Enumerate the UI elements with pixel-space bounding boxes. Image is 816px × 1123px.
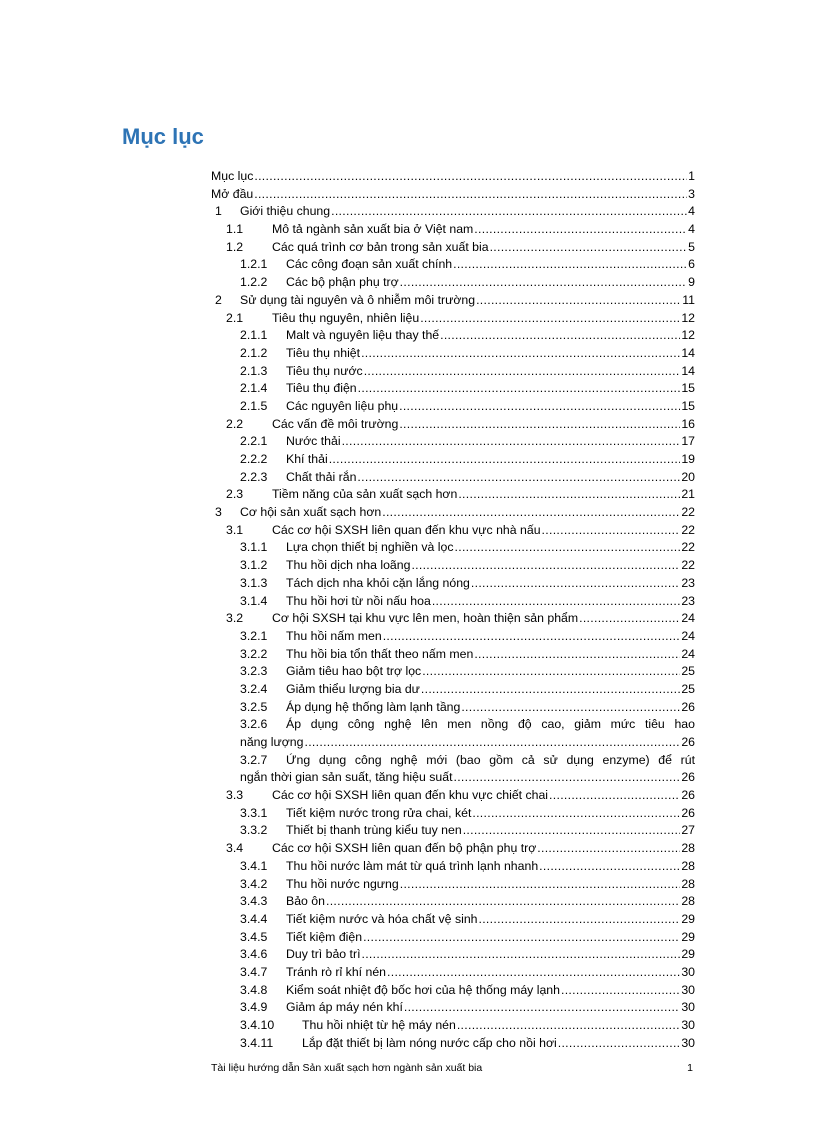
toc-entry-title: Cơ hội SXSH tại khu vực lên men, hoàn thiện sản phẩm (272, 610, 579, 628)
toc-entry-page: 4 (687, 221, 695, 239)
toc-entry-page: 24 (680, 610, 695, 628)
toc-entry-title: Áp dụng hệ thống làm lạnh tầng (286, 699, 461, 717)
toc-entry[interactable] (211, 982, 695, 1000)
toc-entry-number: 2.1.5 (240, 398, 268, 413)
toc-entry[interactable] (211, 345, 695, 363)
toc-entry-number: 3.1.2 (240, 558, 268, 573)
toc-entry[interactable] (211, 1017, 695, 1035)
toc-entry-title: Tiêu thụ nhiệt (286, 345, 361, 363)
toc-entry-page: 30 (680, 999, 695, 1017)
toc-entry-title: Khí thải (286, 451, 329, 469)
toc-entry-number: 3.2.7 (240, 752, 268, 767)
toc-leader (453, 769, 681, 787)
toc-entry[interactable] (211, 681, 695, 699)
toc-entry-title-continued: ngắn thời gian sản suất, tăng hiệu suất (240, 769, 453, 787)
toc-leader (579, 610, 680, 628)
toc-entry-number: 2.1.2 (240, 345, 268, 360)
toc-entry-number: 2.3 (226, 487, 244, 502)
toc-entry-title: Các bộ phận phụ trợ (286, 274, 400, 292)
toc-entry[interactable] (211, 539, 695, 557)
toc-entry[interactable] (211, 964, 695, 982)
toc-entry-title: Tránh rò rỉ khí nén (286, 964, 387, 982)
toc-entry-title: Các cơ hội SXSH liên quan đến khu vực nhà nấu (272, 522, 542, 540)
toc-leader (474, 221, 687, 239)
toc-leader (463, 822, 681, 840)
toc-entry-number: 3.1.1 (240, 540, 268, 555)
toc-entry-number: 3.1.4 (240, 593, 268, 608)
toc-leader (422, 663, 680, 681)
toc-entry[interactable] (211, 716, 695, 751)
toc-leader (399, 398, 680, 416)
toc-entry-title: Tách dịch nha khỏi cặn lắng nóng (286, 575, 471, 593)
toc-entry[interactable] (211, 893, 695, 911)
toc-entry[interactable] (211, 911, 695, 929)
toc-entry-number: 2.2.2 (240, 452, 268, 466)
toc-leader (400, 876, 681, 894)
toc-leader (461, 699, 680, 717)
toc-entry-number: 2.1.3 (240, 363, 268, 378)
toc-entry[interactable] (211, 363, 695, 381)
toc-entry-title: Thu hồi nhiệt từ hệ máy nén (302, 1017, 457, 1035)
toc-entry-number: 3.1.3 (240, 575, 268, 590)
toc-entry-title: Tiêu thụ điện (286, 380, 358, 398)
page-footer (211, 1062, 693, 1074)
toc-entry-title: Malt và nguyên liệu thay thế (286, 327, 440, 345)
toc-entry-page: 15 (680, 380, 695, 398)
toc-entry-page: 14 (680, 363, 695, 381)
toc-entry[interactable] (211, 1035, 695, 1053)
toc-entry-title: Thu hồi nước làm mát từ quá trình lạnh nhanh (286, 858, 539, 876)
toc-entry-page: 28 (680, 840, 695, 858)
toc-entry[interactable] (211, 469, 695, 487)
toc-entry[interactable] (211, 999, 695, 1017)
toc-entry-number: 1.2.1 (240, 257, 268, 272)
toc-entry-number: 3.2.3 (240, 664, 268, 679)
toc-entry-page: 5 (687, 239, 695, 257)
toc-entry-page: 19 (680, 451, 695, 469)
toc-entry-number: 3.4.1 (240, 858, 268, 873)
toc-entry-number: 1.2 (226, 239, 244, 254)
toc-entry[interactable] (211, 628, 695, 646)
toc-entry-number: 3.4.11 (240, 1035, 274, 1050)
toc-leader (432, 593, 680, 611)
toc-entry[interactable] (211, 451, 695, 469)
toc-leader (304, 734, 681, 752)
toc-entry-title: Các cơ hội SXSH liên quan đến bộ phận phụ trợ (272, 840, 537, 858)
toc-entry-title: Giảm áp máy nén khí (286, 999, 404, 1017)
toc-entry-number: 3.4.10 (240, 1018, 275, 1033)
toc-entry[interactable] (211, 646, 695, 664)
toc-leader (458, 486, 680, 504)
toc-entry[interactable] (211, 292, 695, 310)
toc-entry-page: 30 (680, 982, 695, 1000)
toc-entry-title: Mở đầu (211, 186, 254, 204)
toc-entry-page: 29 (680, 929, 695, 947)
toc-entry[interactable] (211, 504, 695, 522)
toc-entry[interactable] (211, 575, 695, 593)
toc-leader (474, 646, 680, 664)
toc-leader (361, 345, 680, 363)
toc-entry-title: Thu hồi dịch nha loãng (286, 557, 411, 575)
toc-entry-title: Giảm thiểu lượng bia dư (286, 681, 421, 699)
toc-leader (342, 433, 681, 451)
toc-leader (455, 539, 681, 557)
toc-entry[interactable] (211, 433, 695, 451)
toc-leader (362, 946, 681, 964)
toc-entry-number: 1.1 (226, 222, 244, 237)
page-title: Mục lục (122, 124, 204, 149)
toc-leader (453, 256, 687, 274)
toc-entry-number: 3.2.2 (240, 646, 268, 661)
toc-entry-number: 3.2.5 (240, 699, 268, 714)
toc-entry-number: 2.2.1 (240, 434, 268, 449)
toc-entry-number: 2.1.1 (240, 328, 268, 343)
toc-entry-page: 30 (680, 1035, 695, 1053)
toc-entry-number: 2.1 (226, 310, 244, 325)
toc-entry[interactable] (211, 398, 695, 416)
toc-leader (254, 168, 687, 186)
toc-leader (329, 451, 681, 469)
toc-entry[interactable] (211, 699, 695, 717)
toc-leader (479, 911, 681, 929)
toc-entry[interactable] (211, 380, 695, 398)
toc-entry-title: Sử dụng tài nguyên và ô nhiễm môi trường (240, 292, 476, 310)
toc-entry-number: 3.4.3 (240, 894, 268, 909)
toc-leader (363, 929, 680, 947)
toc-entry-page: 24 (680, 646, 695, 664)
toc-entry[interactable] (211, 663, 695, 681)
toc-entry-number: 3.4.6 (240, 947, 268, 962)
toc-leader (420, 310, 680, 328)
toc-leader (364, 363, 681, 381)
toc-entry-title: Giới thiệu chung (240, 203, 331, 221)
toc-entry-page: 28 (680, 893, 695, 911)
toc-entry-page: 25 (680, 681, 695, 699)
toc-entry-number: 3.3.2 (240, 823, 268, 838)
footer-page-number: 1 (687, 1062, 693, 1074)
toc-leader (399, 416, 680, 434)
toc-entry-page: 24 (680, 628, 695, 646)
toc-entry-page: 4 (687, 203, 695, 221)
toc-entry[interactable] (211, 416, 695, 434)
toc-entry-number: 3.2.6 (240, 717, 268, 732)
toc-leader (254, 186, 687, 204)
toc-entry-number: 3.4.8 (240, 982, 268, 997)
toc-entry-page: 26 (680, 699, 695, 717)
toc-entry-page: 17 (680, 433, 695, 451)
toc-entry-page: 25 (680, 663, 695, 681)
toc-entry-title: Lựa chọn thiết bị nghiền và lọc (286, 539, 455, 557)
toc-entry[interactable] (211, 946, 695, 964)
toc-entry-page: 26 (681, 770, 695, 785)
toc-entry-number: 3.4 (226, 841, 244, 856)
toc-entry[interactable] (211, 274, 695, 292)
toc-entry-page: 26 (681, 735, 695, 749)
toc-entry[interactable] (211, 221, 695, 239)
toc-entry-page: 16 (680, 416, 695, 434)
toc-entry[interactable] (211, 557, 695, 575)
toc-entry-number: 2 (215, 292, 222, 307)
toc-entry-title: Lắp đặt thiết bị làm nóng nước cấp cho nồi hơi (302, 1035, 558, 1053)
toc-leader (421, 681, 680, 699)
toc-entry-title: Chất thải rắn (286, 469, 357, 487)
toc-entry-page: 22 (680, 539, 695, 557)
toc-entry-page: 22 (680, 522, 695, 540)
toc-leader (457, 1017, 680, 1035)
toc-entry-title: Tiêu thụ nước (286, 363, 364, 381)
toc-entry[interactable] (211, 858, 695, 876)
toc-entry-number: 3.4.5 (240, 929, 268, 944)
toc-entry-title: Các cơ hội SXSH liên quan đến khu vực chiết chai (272, 787, 549, 805)
toc-entry[interactable] (211, 787, 695, 805)
toc-entry-title: Thu hồi nước ngưng (286, 876, 400, 894)
toc-entry-title: Duy trì bảo trì (286, 946, 362, 964)
toc-leader (358, 380, 681, 398)
toc-entry-number: 3 (215, 505, 222, 520)
toc-entry-title: Thiết bị thanh trùng kiểu tuy nen (286, 822, 463, 840)
toc-leader (404, 999, 680, 1017)
toc-entry-page: 21 (680, 486, 695, 504)
toc-entry[interactable] (211, 822, 695, 840)
toc-entry-page: 3 (687, 186, 695, 204)
toc-entry-number: 3.4.9 (240, 1000, 268, 1015)
toc-entry-page: 15 (680, 398, 695, 416)
toc-entry-title: Thu hồi nấm men (286, 628, 383, 646)
toc-entry-title: Tiết kiệm nước và hóa chất vệ sinh (286, 911, 479, 929)
toc-leader (549, 787, 680, 805)
toc-leader (382, 504, 680, 522)
toc-entry-title: Tiềm năng của sản xuất sạch hơn (272, 486, 458, 504)
toc-entry-page: 12 (680, 327, 695, 345)
toc-leader (411, 557, 680, 575)
toc-entry-title: Giảm tiêu hao bột trợ lọc (286, 663, 422, 681)
toc-entry[interactable] (211, 168, 695, 186)
toc-entry-number: 2.2.3 (240, 469, 268, 484)
toc-entry-title: Nước thải (286, 433, 342, 451)
toc-entry-title: Các công đoạn sản xuất chính (286, 256, 453, 274)
table-of-contents (211, 168, 695, 1052)
toc-entry[interactable] (211, 610, 695, 628)
toc-entry-number: 1 (215, 204, 222, 219)
toc-entry-page: 29 (680, 946, 695, 964)
toc-entry-page: 1 (687, 168, 695, 186)
toc-entry-title: Cơ hội sản xuất sạch hơn (240, 504, 382, 522)
toc-entry-page: 28 (680, 858, 695, 876)
toc-entry-number: 2.2 (226, 416, 244, 431)
toc-entry-number: 3.4.2 (240, 876, 268, 891)
toc-entry-page: 9 (687, 274, 695, 292)
toc-leader (400, 274, 687, 292)
toc-leader (440, 327, 680, 345)
toc-entry-page: 26 (680, 805, 695, 823)
toc-entry-title: Tiết kiệm nước trong rửa chai, két (286, 805, 472, 823)
toc-entry-title: Thu hồi hơi từ nồi nấu hoa (286, 593, 432, 611)
toc-entry[interactable] (211, 310, 695, 328)
toc-entry-title-continued: năng lượng (240, 734, 304, 752)
toc-entry[interactable] (211, 239, 695, 257)
toc-leader (490, 239, 688, 257)
toc-entry-title: Các quá trình cơ bản trong sản xuất bia (272, 239, 490, 257)
toc-entry-page: 30 (680, 964, 695, 982)
toc-entry-number: 3.3 (226, 788, 244, 803)
toc-entry-number: 3.4.7 (240, 964, 268, 979)
toc-entry-page: 23 (680, 575, 695, 593)
toc-entry-page: 22 (680, 504, 695, 522)
toc-entry-page: 28 (680, 876, 695, 894)
toc-entry-page: 14 (680, 345, 695, 363)
toc-entry-page: 22 (680, 557, 695, 575)
toc-entry[interactable] (211, 929, 695, 947)
toc-entry-number: 2.1.4 (240, 381, 268, 396)
toc-entry-title: Mục lục (211, 168, 254, 186)
toc-entry-number: 3.2.4 (240, 681, 268, 696)
toc-leader (383, 628, 681, 646)
toc-leader (471, 575, 680, 593)
toc-entry-number: 3.2 (226, 611, 244, 626)
toc-entry-title: Tiêu thụ nguyên, nhiên liệu (272, 310, 420, 328)
toc-entry-title: Các vấn đề môi trường (272, 416, 399, 434)
toc-leader (387, 964, 680, 982)
toc-entry-page: 12 (680, 310, 695, 328)
toc-entry[interactable] (211, 840, 695, 858)
toc-entry-title: Bảo ôn (286, 893, 326, 911)
toc-entry-page: 27 (680, 822, 695, 840)
toc-entry[interactable] (211, 876, 695, 894)
toc-entry[interactable] (211, 186, 695, 204)
footer-text: Tài liệu hướng dẫn Sản xuất sạch hơn ngành sản xuất bia (211, 1062, 483, 1074)
toc-entry-number: 3.3.1 (240, 805, 268, 820)
toc-entry[interactable] (211, 327, 695, 345)
toc-leader (326, 893, 680, 911)
toc-leader (331, 203, 687, 221)
toc-entry-title: Kiểm soát nhiệt độ bốc hơi của hệ thống máy lạnh (286, 982, 561, 1000)
toc-entry-number: 3.4.4 (240, 911, 268, 926)
toc-entry-page: 29 (680, 911, 695, 929)
toc-entry[interactable] (211, 805, 695, 823)
toc-leader (472, 805, 680, 823)
toc-entry-number: 3.2.1 (240, 628, 268, 643)
toc-entry-page: 30 (680, 1017, 695, 1035)
toc-entry-page: 11 (681, 292, 695, 310)
toc-entry[interactable] (211, 522, 695, 540)
toc-entry-page: 20 (680, 469, 695, 487)
toc-leader (357, 469, 680, 487)
toc-entry[interactable] (211, 256, 695, 274)
toc-entry-number: 3.1 (226, 522, 244, 537)
toc-entry[interactable] (211, 486, 695, 504)
toc-leader (476, 292, 681, 310)
toc-entry[interactable] (211, 593, 695, 611)
toc-entry[interactable] (211, 203, 695, 221)
toc-entry-page: 26 (680, 787, 695, 805)
toc-entry-page: 6 (687, 256, 695, 274)
toc-leader (558, 1035, 681, 1053)
toc-entry-title: Áp dụng công nghệ lên men nồng độ cao, giảm mức tiêu hao (286, 717, 695, 732)
toc-entry-page: 23 (680, 593, 695, 611)
toc-entry[interactable] (211, 752, 695, 787)
toc-entry-title: Ứng dụng công nghệ mới (bao gồm cả sử dụng enzyme) để rút (286, 752, 695, 767)
toc-entry-title: Tiết kiệm điện (286, 929, 363, 947)
toc-leader (537, 840, 680, 858)
toc-entry-title: Các nguyên liệu phụ (286, 398, 399, 416)
toc-entry-number: 1.2.2 (240, 275, 268, 290)
toc-entry-title: Thu hồi bia tổn thất theo nấm men (286, 646, 474, 664)
toc-entry-title: Mô tả ngành sản xuất bia ở Việt nam (272, 221, 474, 239)
toc-leader (542, 522, 681, 540)
toc-leader (561, 982, 680, 1000)
toc-leader (539, 858, 680, 876)
